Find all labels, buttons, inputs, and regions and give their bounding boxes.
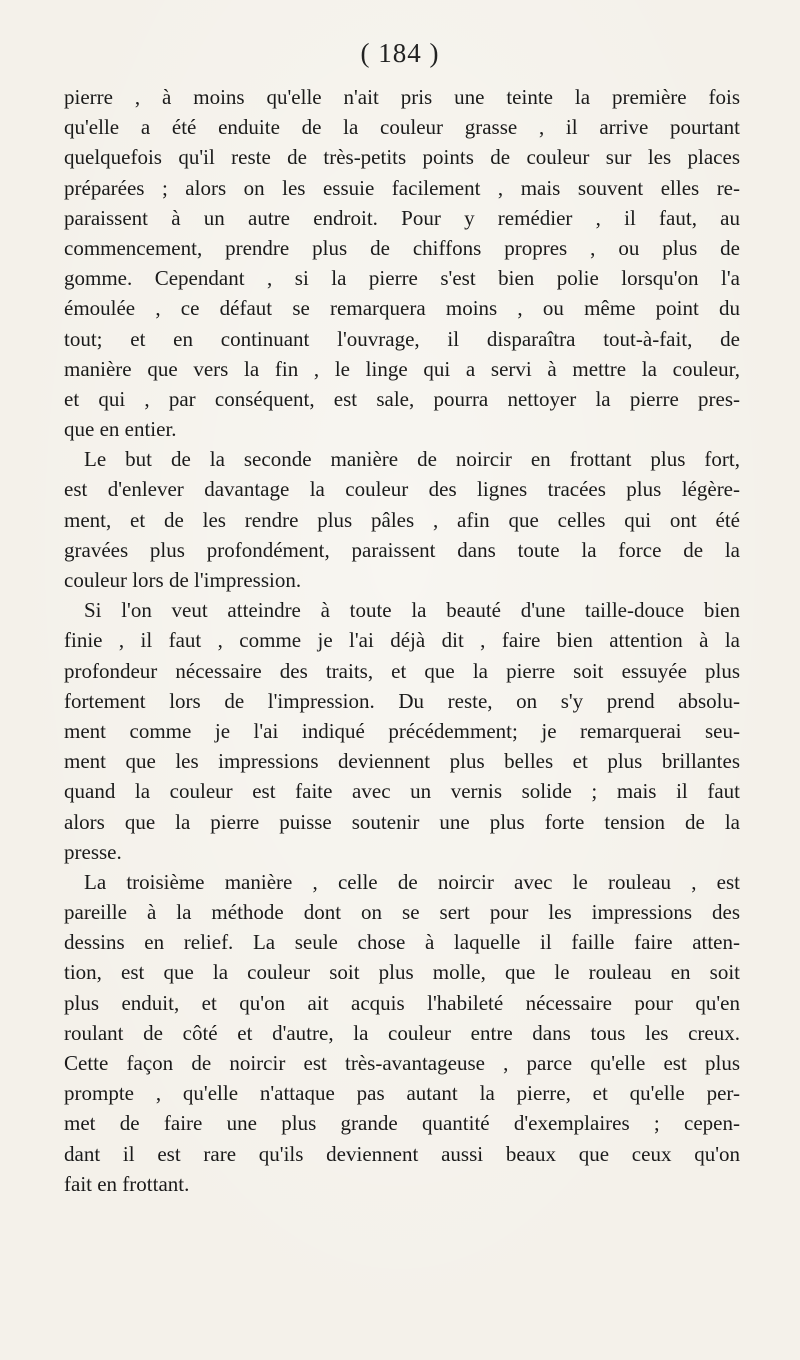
text-line: qu'elle a été enduite de la couleur grasse , il arrive pourtant [64, 115, 740, 140]
text-line: met de faire une plus grande quantité d'exemplaires ; cepen- [64, 1111, 740, 1136]
text-line: gravées plus profondément, paraissent dans toute la force de la [64, 537, 740, 562]
text-line: La troisième manière , celle de noircir avec le rouleau , est [84, 869, 740, 894]
text-line: que en entier. [64, 417, 177, 442]
paragraph [64, 867, 740, 1199]
text-line: pierre , à moins qu'elle n'ait pris une teinte la première fois [64, 85, 740, 109]
text-line: ment comme je l'ai indiqué précédemment; je remarquerai seu- [64, 718, 740, 743]
text-line: dessins en relief. La seule chose à laquelle il faille faire atten- [64, 930, 740, 955]
text-line: finie , il faut , comme je l'ai déjà dit , faire bien attention à la [64, 628, 740, 653]
text-line: presse. [64, 839, 122, 864]
text-line: couleur lors de l'impression. [64, 568, 302, 592]
paragraph [64, 444, 740, 595]
text-line: plus enduit, et qu'on ait acquis l'habileté nécessaire pour qu'en [64, 990, 740, 1015]
text-line: gomme. Cependant , si la pierre s'est bien polie lorsqu'on l'a [64, 266, 740, 291]
text-line: roulant de côté et d'autre, la couleur entre dans tous les creux. [64, 1020, 740, 1045]
text-line: préparées ; alors on les essuie facilement , mais souvent elles re- [64, 175, 740, 200]
text-line: commencement, prendre plus de chiffons propres , ou plus de [64, 235, 740, 260]
text-line: ment, et de les rendre plus pâles , afin que celles qui ont été [64, 507, 740, 532]
text-line: fait en frottant. [64, 1171, 190, 1196]
text-line: et qui , par conséquent, est sale, pourra nettoyer la pierre pres- [64, 386, 740, 411]
text-line: ment que les impressions deviennent plus belles et plus brillantes [64, 749, 740, 774]
text-line: fortement lors de l'impression. Du reste, on s'y prend absolu- [64, 688, 740, 713]
text-line: est d'enlever davantage la couleur des lignes tracées plus légère- [64, 477, 740, 502]
text-line: pareille à la méthode dont on se sert pour les impressions des [64, 900, 740, 925]
text-line: émoulée , ce défaut se remarquera moins , ou même point du [64, 296, 740, 321]
paragraph [64, 595, 740, 867]
text-line: Cette façon de noircir est très-avantageuse , parce qu'elle est plus [64, 1051, 740, 1075]
text-line: tout; et en continuant l'ouvrage, il disparaîtra tout-à-fait, de [64, 326, 740, 351]
body-text [64, 82, 740, 1199]
text-line: Si l'on veut atteindre à toute la beauté d'une taille-douce bien [84, 598, 740, 623]
text-line: profondeur nécessaire des traits, et que la pierre soit essuyée plus [64, 658, 740, 683]
text-line: tion, est que la couleur soit plus molle, que le rouleau en soit [64, 960, 740, 985]
paragraph [64, 82, 740, 444]
text-line: manière que vers la fin , le linge qui a servi à mettre la couleur, [64, 356, 740, 381]
text-line: alors que la pierre puisse soutenir une plus forte tension de la [64, 809, 740, 834]
text-line: Le but de la seconde manière de noircir en frottant plus fort, [84, 447, 740, 472]
page-number: ( 184 ) [360, 38, 440, 68]
text-line: quand la couleur est faite avec un vernis solide ; mais il faut [64, 779, 740, 804]
text-line: quelquefois qu'il reste de très-petits points de couleur sur les places [64, 145, 740, 170]
text-line: prompte , qu'elle n'attaque pas autant la pierre, et qu'elle per- [64, 1081, 740, 1106]
text-line: paraissent à un autre endroit. Pour y remédier , il faut, au [64, 205, 740, 230]
text-line: dant il est rare qu'ils deviennent aussi beaux que ceux qu'on [64, 1141, 740, 1166]
